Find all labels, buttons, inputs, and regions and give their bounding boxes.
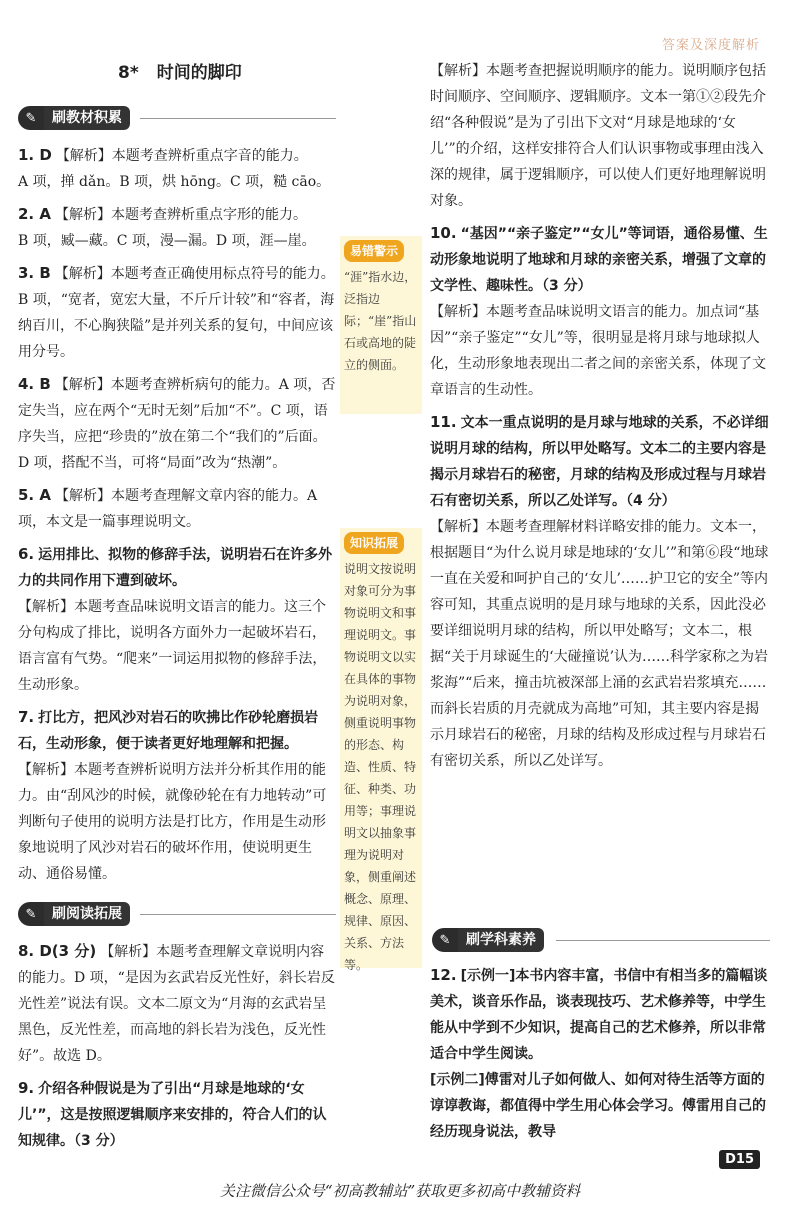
item-number: 5. A [18, 486, 51, 504]
right-column [430, 58, 770, 780]
tip-text: “涯”指水边，泛指边际；“崖”指山石或高地的陡立的侧面。 [344, 270, 417, 372]
analysis-text: 【解析】本题考查辨析重点字形的能力。 [54, 207, 307, 223]
footer-note: 关注微信公众号“初高教辅站”获取更多初高中教辅资料 [219, 1182, 581, 1200]
analysis-text: 【解析】本题考查品味说明文语言的能力。这三个分句构成了排比，说明各方面外力一起破坏岩石，语言富有气势。“爬来”一词运用拟物的修辞手法，生动形象。 [18, 599, 327, 693]
analysis-text: 【解析】本题考查辨析说明方法并分析其作用的能力。由“刮风沙的时候，就像砂轮在有力地转动”可判断句子使用的说明方法是打比方，作用是生动形象地说明了风沙对岩石的破坏作用，使说明更生动、通俗易懂。 [18, 762, 327, 882]
answer-item-11 [430, 409, 770, 774]
answer-text: 运用排比、拟物的修辞手法，说明岩石在许多外力的共同作用下遭到破坏。 [18, 547, 333, 589]
answer-item-3 [18, 260, 336, 365]
answer-item-12 [430, 962, 770, 1145]
lesson-name: 时间的脚印 [156, 63, 242, 83]
item-number: 7. [18, 708, 35, 726]
section-tag-textbook [18, 106, 130, 130]
answer-item-10 [430, 220, 770, 403]
tip-head: 知识拓展 [344, 532, 404, 554]
item-number: 4. B [18, 375, 51, 393]
analysis-text: 【解析】本题考查理解材料详略安排的能力。文本一，根据题目“为什么说月球是地球的‘女儿’”和第⑥段“地球一直在关爱和呵护自己的‘女儿’……护卫它的安全”等内容可知，其重点说明的是月球与地球的关系，因此没必要详细说明月球的结构，所以甲处略写；文本二，根据“关于月球诞生的‘大碰撞说’认为……科学家称之为岩浆海”“后来，撞击坑被深部上涌的玄武岩岩浆填充……而斜长岩质的月壳就成为高地”可知，其主要内容是揭示月球岩石的秘密，月球的结构及形成过程与月球岩石有密切关系，所以乙处详写。 [430, 519, 769, 769]
section-label: 刷阅读拓展 [44, 902, 130, 926]
pen-icon: ✎ [18, 902, 44, 926]
item-number: 11. [430, 413, 457, 431]
section-tag-reading [18, 902, 130, 926]
tip-text: 说明文按说明对象可分为事物说明文和事理说明文。事物说明文以实在具体的事物为说明对象，侧重说明事物的形态、构造、性质、特征、种类、功用等；事理说明文以抽象事理为说明对象，侧重阐述概念、原理、规律、原因、关系、方法等。 [344, 562, 417, 972]
pen-icon: ✎ [18, 106, 44, 130]
left-column [18, 142, 336, 893]
answer-item-2 [18, 201, 336, 254]
answer-item-4 [18, 371, 336, 476]
answer-text: “基因”“亲子鉴定”“女儿”等词语，通俗易懂、生动形象地说明了地球和月球的亲密关系，增强了文章的文学性、趣味性。（3 分） [430, 226, 768, 294]
section-label: 刷教材积累 [44, 106, 130, 130]
analysis-text: 【解析】本题考查辨析重点字音的能力。 [55, 148, 308, 164]
analysis-text: 【解析】本题考查辨析病句的能力。A 项，否定失当，应在两个“无时无刻”后加“不”。C 项，语序失当，应把“珍贵的”放在第二个“我们的”后面。D 项，搭配不当，可将“局面”改为“热潮”。 [18, 377, 336, 471]
section-tag-literacy [432, 928, 544, 952]
item-number: 9. [18, 1079, 35, 1097]
analysis-text: 【解析】本题考查正确使用标点符号的能力。B 项，“宽者，宽宏大量，不斤斤计较”和“容者，海纳百川，不心胸狭隘”是并列关系的复句，中间应该用分号。 [18, 266, 335, 360]
item-number: 8. D(3 分) [18, 942, 97, 960]
right-column-literacy [430, 962, 770, 1151]
analysis-text: 【解析】本题考查把握说明顺序的能力。说明顺序包括时间顺序、空间顺序、逻辑顺序。文本一第①②段先介绍“各种假说”是为了引出下文对“月球是地球的‘女儿’”的介绍，这样安排符合人们认识事物或事理由浅入深的规律，属于逻辑顺序，可以使人们更好地理解说明对象。 [430, 63, 766, 209]
item-number: 10. [430, 224, 457, 242]
tip-box-knowledge [340, 528, 422, 972]
tip-box-common-errors [340, 236, 422, 414]
answer-item-9-analysis [430, 58, 770, 214]
item-number: 1. D [18, 146, 52, 164]
answer-item-7 [18, 704, 336, 887]
left-column-reading [18, 938, 336, 1160]
tip-head: 易错警示 [344, 240, 404, 262]
analysis-text: 【解析】本题考查理解文章说明内容的能力。D 项，“是因为玄武岩反光性好，斜长岩反光性差”说法有误。文本二原文为“月海的玄武岩呈黑色，反光性差，而高地的斜长岩为浅色，反光性好”。故选 D。 [18, 944, 335, 1064]
section-label: 刷学科素养 [458, 928, 544, 952]
section-divider [140, 914, 336, 915]
header-running-title: 答案及深度解析 [661, 38, 760, 53]
section-divider [556, 940, 770, 941]
analysis-text: 【解析】本题考查理解文章内容的能力。A 项，本文是一篇事理说明文。 [18, 488, 318, 530]
item-number: 3. B [18, 264, 51, 282]
pen-icon: ✎ [432, 928, 458, 952]
answer-item-8 [18, 938, 336, 1069]
answer-text: 介绍各种假说是为了引出“月球是地球的‘女儿’”，这是按照逻辑顺序来安排的，符合人们的认知规律。（3 分） [18, 1081, 327, 1149]
item-number: 12. [430, 966, 457, 984]
page-number-badge: D15 [719, 1150, 760, 1169]
answer-item-9 [18, 1075, 336, 1154]
item-number: 6. [18, 545, 35, 563]
analysis-text: A 项，掸 dǎn。B 项，烘 hōng。C 项，糙 cāo。 [18, 174, 331, 190]
answer-item-1 [18, 142, 336, 195]
analysis-text: 【解析】本题考查品味说明文语言的能力。加点词“基因”“亲子鉴定”“女儿”等，很明显是将月球与地球拟人化，生动形象地表现出二者之间的亲密关系，体现了文章语言的生动性。 [430, 304, 766, 398]
answer-text: 文本一重点说明的是月球与地球的关系，不必详细说明月球的结构，所以甲处略写。文本二的主要内容是揭示月球岩石的秘密，月球的结构及形成过程与月球岩石有密切关系，所以乙处详写。（4 分） [430, 415, 769, 509]
answer-item-5 [18, 482, 336, 535]
lesson-number: 8* [118, 63, 139, 83]
answer-text: 打比方，把风沙对岩石的吹拂比作砂轮磨损岩石，生动形象，便于读者更好地理解和把握。 [18, 710, 319, 752]
answer-item-6 [18, 541, 336, 698]
answer-text: [示例二]傅雷对儿子如何做人、如何对待生活等方面的谆谆教诲，都值得中学生用心体会学习。傅雷用自己的经历现身说法，教导 [430, 1072, 766, 1140]
answer-text: [示例一]本书内容丰富，书信中有相当多的篇幅谈美术，谈音乐作品，谈表现技巧、艺术修养等，中学生能从中学到不少知识，提高自己的艺术修养，所以非常适合中学生阅读。 [430, 968, 768, 1062]
section-divider [140, 118, 336, 119]
lesson-title [118, 58, 242, 83]
analysis-text: B 项，臧—藏。C 项，漫—漏。D 项，涯—崖。 [18, 233, 316, 249]
item-number: 2. A [18, 205, 51, 223]
